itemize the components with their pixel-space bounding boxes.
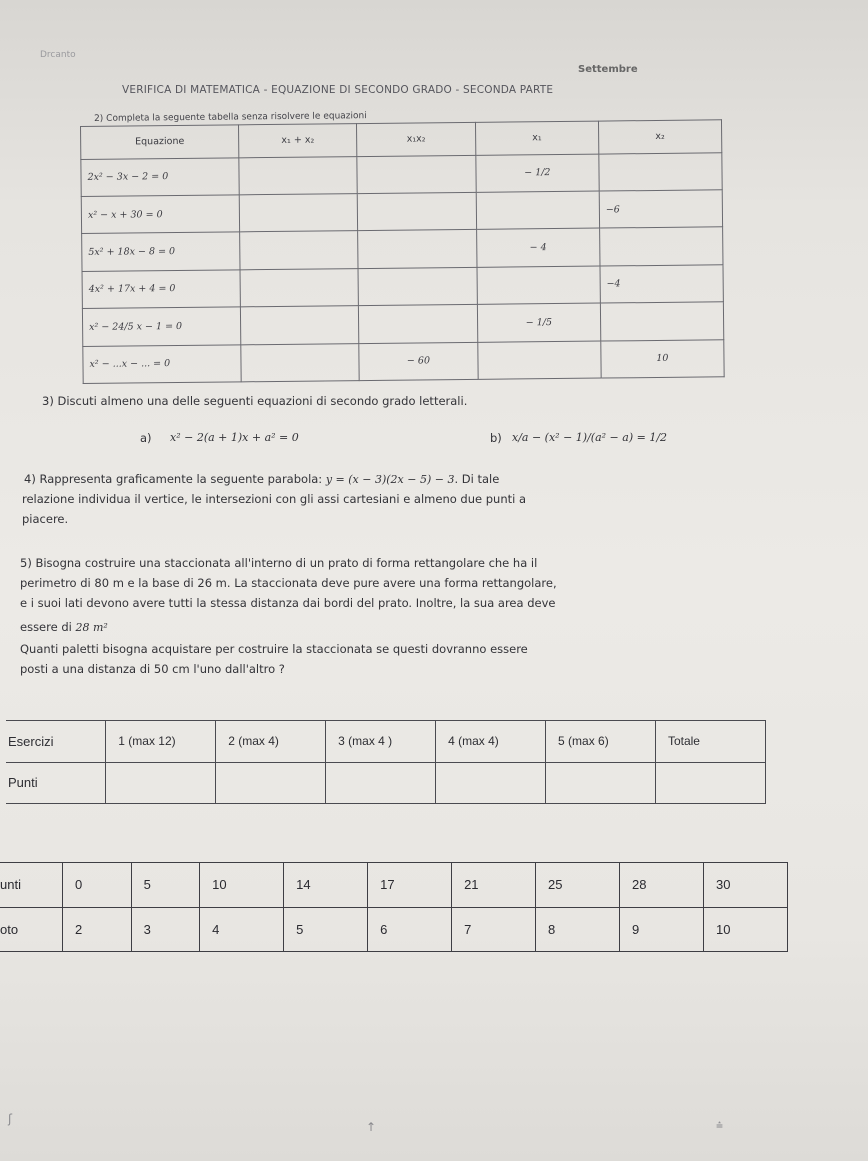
exam-title: VERIFICA DI MATEMATICA - EQUAZIONE DI SECONDO GRADO - SECONDA PARTE xyxy=(122,84,554,96)
score-empty-cell xyxy=(326,762,436,804)
score-header-row xyxy=(6,721,766,763)
x1-cell xyxy=(477,266,601,305)
exercise5-line2: perimetro di 80 m e la base di 26 m. La staccionata deve pure avere una forma rettangolare, xyxy=(20,576,557,590)
score-empty-cell xyxy=(546,762,656,804)
header-x2: x₂ xyxy=(598,120,721,154)
x2-cell: −4 xyxy=(600,265,723,304)
grade-cell: unti xyxy=(0,863,63,908)
score-cell-2: 2 (max 4) xyxy=(216,721,326,763)
x1-cell: − 1/2 xyxy=(476,154,600,193)
sum-cell xyxy=(241,343,359,382)
x1-cell xyxy=(476,191,600,230)
exercise5-line5: Quanti paletti bisogna acquistare per costruire la staccionata se questi dovranno essere xyxy=(20,642,528,656)
score-table xyxy=(6,720,766,804)
equation-cell: 2x² − 3x − 2 = 0 xyxy=(81,157,239,196)
product-cell xyxy=(357,155,476,194)
exercise4 xyxy=(24,469,854,490)
exercise3-b-label: b) xyxy=(490,431,502,445)
grade-cell: 28 xyxy=(620,863,704,908)
x1-cell: − 1/5 xyxy=(477,303,601,342)
product-cell xyxy=(359,304,478,343)
product-cell xyxy=(358,267,477,306)
grade-table xyxy=(0,862,788,952)
header-product: x₁x₂ xyxy=(357,122,476,156)
grade-cell: 10 xyxy=(703,907,787,952)
sum-cell xyxy=(240,268,358,307)
grade-cell: 9 xyxy=(620,907,704,952)
exercise5-line3: e i suoi lati devono avere tutti la stessa distanza dai bordi del prato. Inoltre, la sua area deve xyxy=(20,596,556,610)
equation-cell: x² − x + 30 = 0 xyxy=(81,195,239,234)
sum-cell xyxy=(239,156,357,195)
header-equation: Equazione xyxy=(81,125,239,159)
grade-cell: 30 xyxy=(703,863,787,908)
stray-mark-right: ⩮ xyxy=(716,1118,724,1132)
x2-cell: −6 xyxy=(599,190,722,229)
x2-cell: 10 xyxy=(601,339,724,378)
grade-cell: 3 xyxy=(131,907,200,952)
corner-note: Drcanto xyxy=(40,50,76,60)
grade-cell: 7 xyxy=(452,907,536,952)
grade-cell: 25 xyxy=(536,863,620,908)
grade-cell: oto xyxy=(0,907,63,952)
exercise3-text: 3) Discuti almeno una delle seguenti equazioni di secondo grado letterali. xyxy=(42,394,468,408)
table-row xyxy=(83,339,724,383)
score-cell-5: 5 (max 6) xyxy=(546,721,656,763)
score-cell-3: 3 (max 4 ) xyxy=(326,721,436,763)
exercise5-line4 xyxy=(20,617,108,638)
x2-cell xyxy=(599,152,722,191)
score-empty-cell xyxy=(436,762,546,804)
grade-cell: 21 xyxy=(452,863,536,908)
score-empty-cell xyxy=(106,762,216,804)
grade-cell: 14 xyxy=(284,863,368,908)
grade-cell: 2 xyxy=(63,907,132,952)
score-points-row xyxy=(6,762,766,804)
x1-cell xyxy=(478,341,602,380)
grade-cell: 17 xyxy=(368,863,452,908)
sum-cell xyxy=(239,194,357,233)
grade-cell: 6 xyxy=(368,907,452,952)
exercise3-b-equation: x/a − (x² − 1)/(a² − a) = 1/2 xyxy=(512,431,668,444)
equation-cell: 5x² + 18x − 8 = 0 xyxy=(82,232,240,271)
stray-mark-left: ʃ xyxy=(8,1112,13,1126)
equations-table xyxy=(80,119,725,384)
score-cell-4: 4 (max 4) xyxy=(436,721,546,763)
header-code: Settembre xyxy=(578,64,638,75)
product-cell xyxy=(357,192,476,231)
header-x1: x₁ xyxy=(475,121,598,155)
score-empty-cell xyxy=(655,762,765,804)
equation-cell: 4x² + 17x + 4 = 0 xyxy=(82,270,240,309)
equation-cell: x² − ...x − ... = 0 xyxy=(83,344,241,383)
exercise4-line3: piacere. xyxy=(22,512,69,526)
sum-cell xyxy=(240,306,358,345)
x2-cell xyxy=(600,302,723,341)
equation-cell: x² − 24/5 x − 1 = 0 xyxy=(82,307,240,346)
grade-vote-row xyxy=(0,907,788,952)
exercise3-a-equation: x² − 2(a + 1)x + a² = 0 xyxy=(170,431,299,444)
score-empty-cell xyxy=(216,762,326,804)
score-cell-punti: Punti xyxy=(6,762,106,804)
exercise4-line2: relazione individua il vertice, le intersezioni con gli assi cartesiani e almeno due punti a xyxy=(22,492,527,506)
grade-points-row xyxy=(0,863,788,908)
grade-cell: 8 xyxy=(536,907,620,952)
product-cell: − 60 xyxy=(359,342,478,381)
exercise4-parabola: y = (x − 3)(2x − 5) − 3 xyxy=(325,473,455,486)
score-cell-totale: Totale xyxy=(655,721,765,763)
x2-cell xyxy=(599,227,722,266)
sum-cell xyxy=(240,231,358,270)
product-cell xyxy=(358,230,477,269)
exercise3-a-label: a) xyxy=(140,431,152,445)
exercise5-area: 28 m² xyxy=(75,621,108,634)
x1-cell: − 4 xyxy=(476,228,600,267)
exercise5-line6: posti a una distanza di 50 cm l'uno dall'altro ? xyxy=(20,662,285,676)
grade-cell: 5 xyxy=(131,863,200,908)
exercise2-caption: 2) Completa la seguente tabella senza risolvere le equazioni xyxy=(94,111,367,124)
grade-cell: 5 xyxy=(284,907,368,952)
grade-cell: 0 xyxy=(63,863,132,908)
exercise5-line1: 5) Bisogna costruire una staccionata all'interno di un prato di forma rettangolare che ha il xyxy=(20,556,538,570)
score-cell-esercizi: Esercizi xyxy=(6,721,106,763)
score-cell-1: 1 (max 12) xyxy=(106,721,216,763)
grade-cell: 4 xyxy=(200,907,284,952)
exercise5-line4a: essere di xyxy=(20,620,72,634)
exercise4-line1b: . Di tale xyxy=(454,472,500,486)
header-sum: x₁ + x₂ xyxy=(239,124,357,158)
exercise4-line1: 4) Rappresenta graficamente la seguente parabola: xyxy=(24,472,323,486)
grade-cell: 10 xyxy=(200,863,284,908)
stray-mark-center: ↑ xyxy=(366,1120,377,1134)
